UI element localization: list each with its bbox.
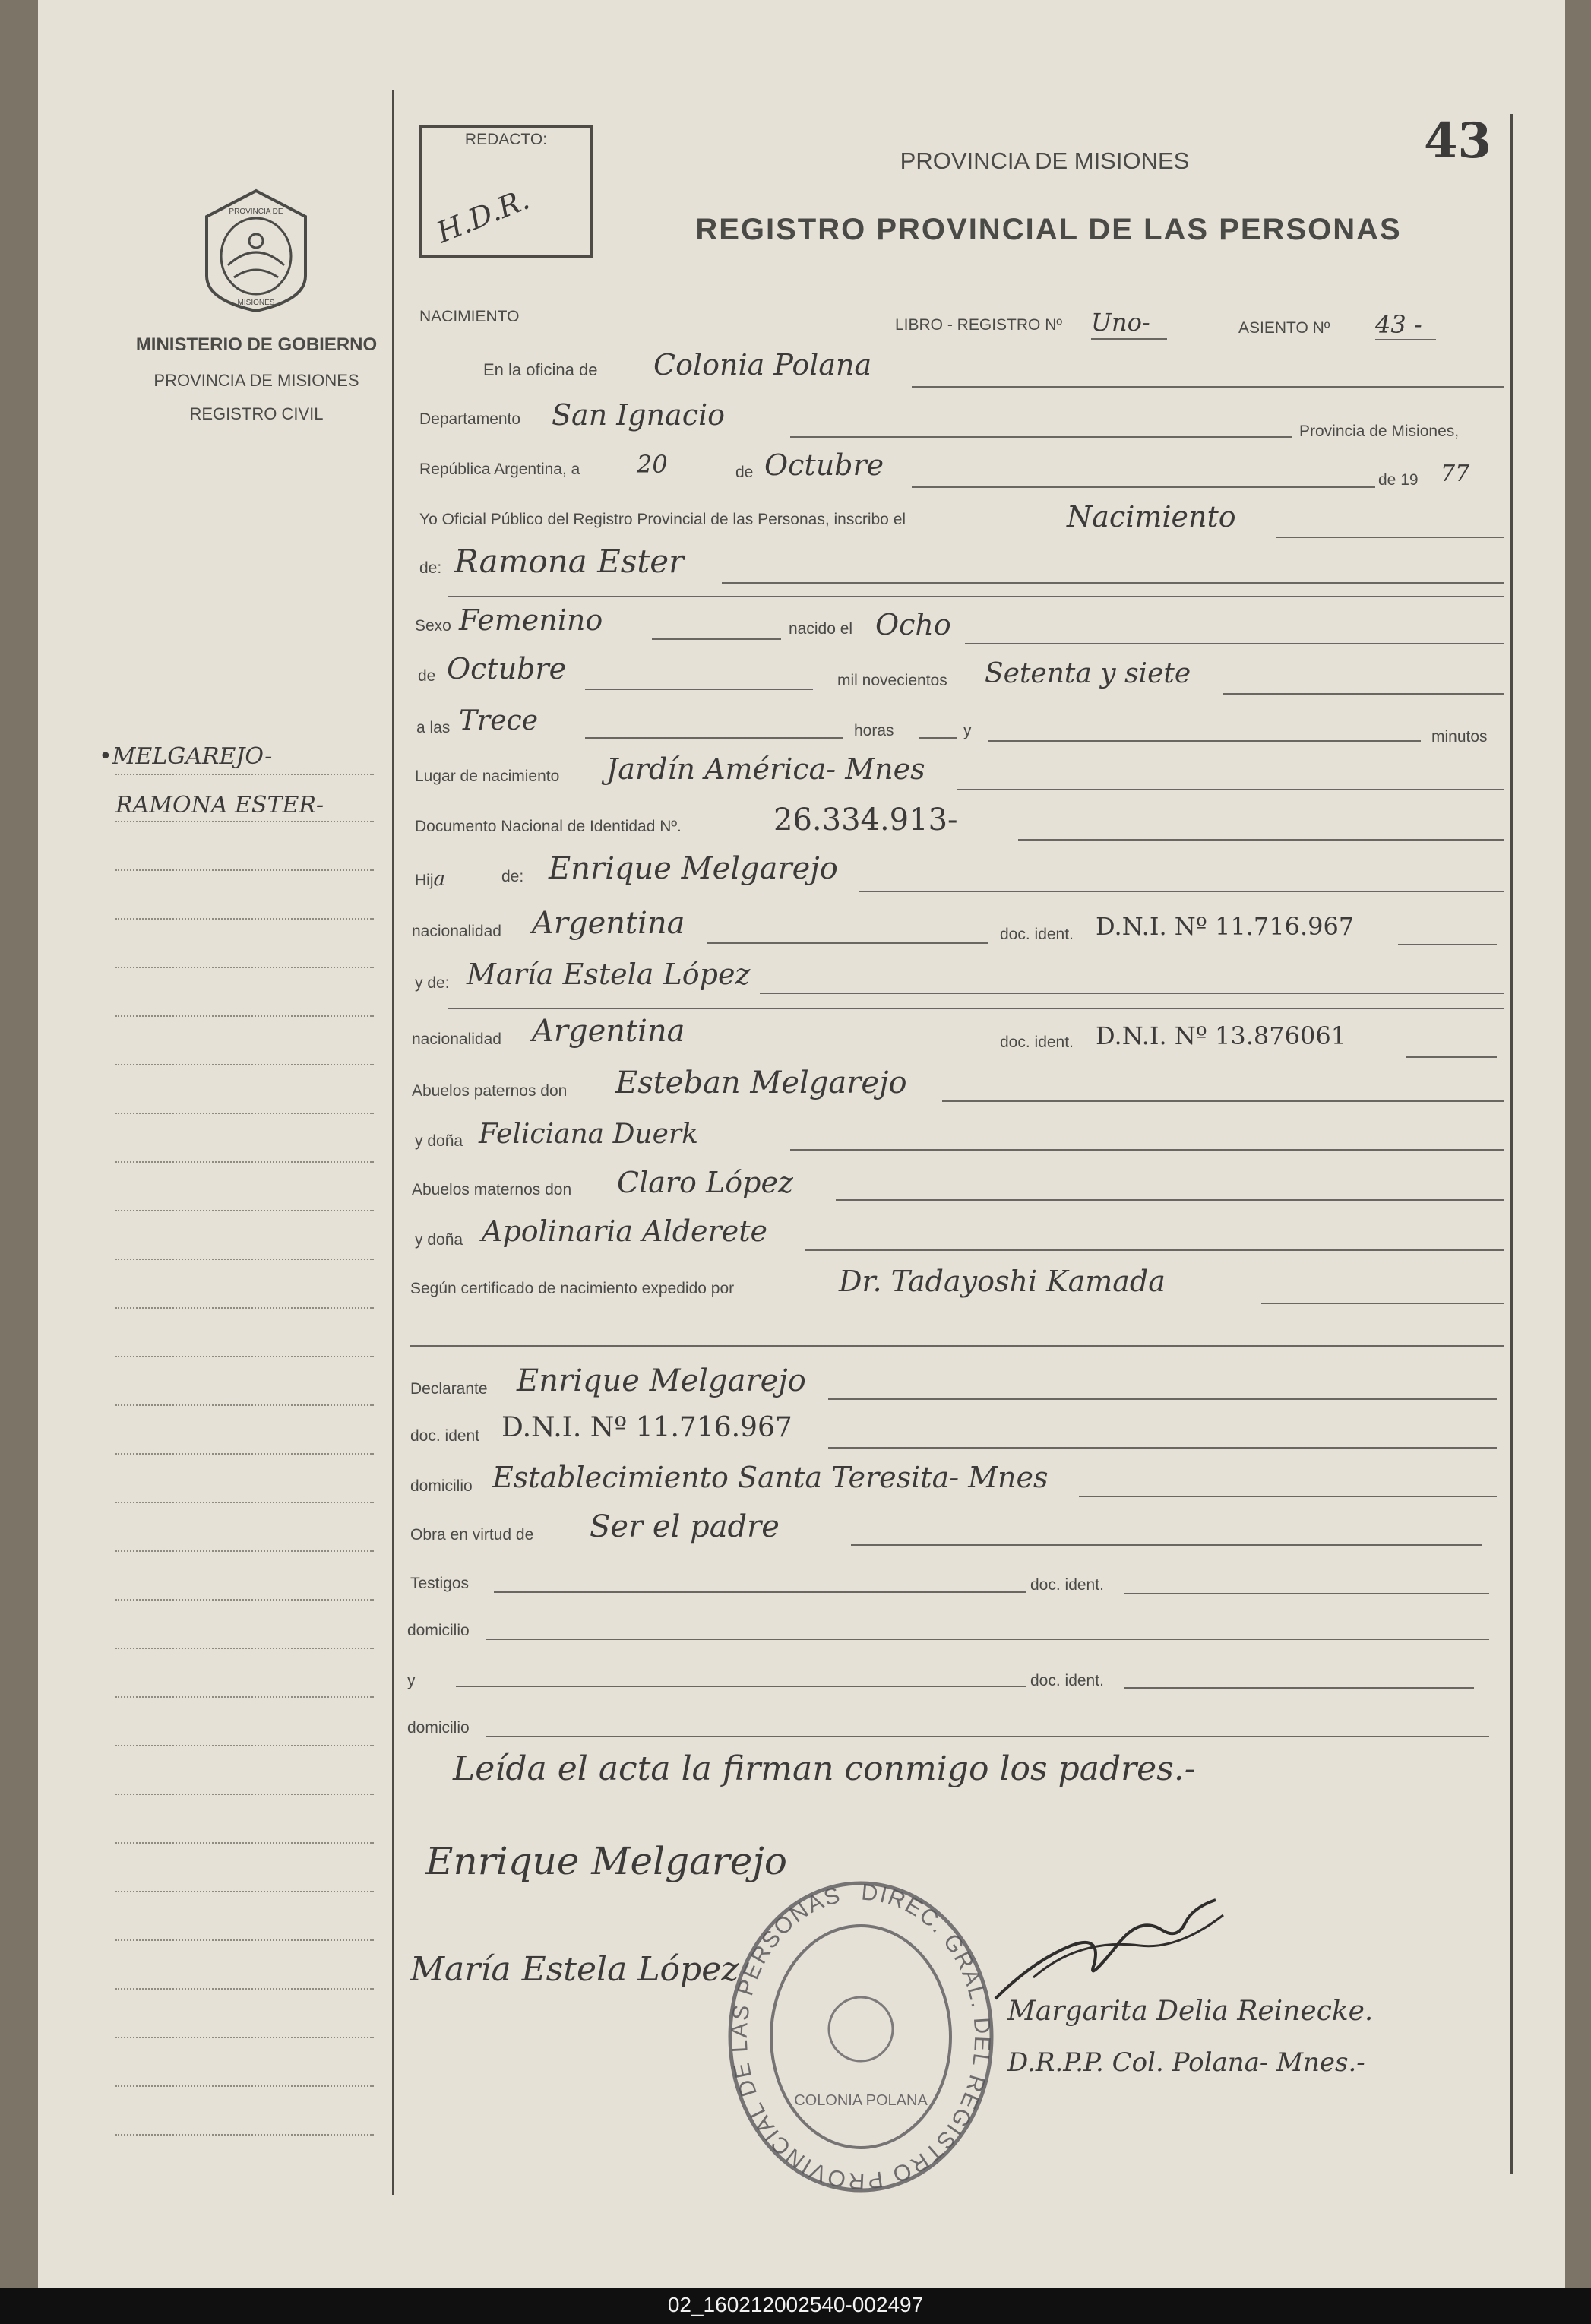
padre-value: Enrique Melgarejo [549,851,838,886]
certificado-line [1261,1303,1504,1304]
testigo2-doc-label: doc. ident. [1030,1672,1104,1689]
stamp-inner-text: COLONIA POLANA [794,2092,928,2109]
domicilio3-line [486,1736,1489,1737]
firma-madre: María Estela López [410,1950,739,1989]
ministry-seal-icon [199,186,313,315]
redacto-label: REDACTO: [464,131,548,148]
decl-doc-label: doc. ident [410,1427,480,1445]
libro-label: LIBRO - REGISTRO Nº [895,316,1063,334]
departamento-label: Departamento [419,410,521,428]
margin-dotted-line [115,1404,374,1406]
domicilio2-label: domicilio [407,1622,470,1639]
abuelo-mat-line [836,1199,1504,1201]
de-mes-label: de [735,464,754,481]
madre-doc-value: D.N.I. Nº 13.876061 [1096,1021,1347,1050]
margin-dotted-line [115,2085,374,2087]
mil-label: mil novecientos [837,672,947,689]
dni-label: Documento Nacional de Identidad Nº. [415,818,682,835]
declarante-value: Enrique Melgarejo [517,1363,806,1398]
anio-nac-line [1223,693,1504,695]
ministry-line-1: MINISTERIO DE GOBIERNO [135,334,378,355]
padre-line [859,891,1504,892]
margin-note-given-names: RAMONA ESTER- [115,792,324,818]
madre-line-2 [448,1008,1504,1009]
abuela-mat-label: y doña [415,1231,463,1249]
margin-dotted-line [115,1502,374,1503]
hijo-label-text: Hij [415,872,434,889]
certificado-value: Dr. Tadayoshi Kamada [839,1265,1166,1298]
hijo-de-label: de: [501,868,524,885]
oficial-text: Yo Oficial Público del Registro Provincial de las Personas, inscribo el [419,511,906,528]
fecha-line [912,486,1375,488]
dni-value: 26.334.913- [773,803,958,837]
nacido-label: nacido el [789,620,853,638]
margin-dotted-line [115,1696,374,1698]
margin-dotted-line [115,1453,374,1455]
ministry-line-3: REGISTRO CIVIL [189,404,324,423]
departamento-line [790,436,1292,438]
decl-doc-value: D.N.I. Nº 11.716.967 [501,1412,792,1443]
abuelos-mat-label: Abuelos maternos don [412,1181,572,1198]
madre-doc-label: doc. ident. [1000,1034,1074,1051]
madre-line [760,993,1504,994]
anio-value: 77 [1441,461,1470,487]
sexo-value: Femenino [459,603,603,637]
anio-nac-value: Setenta y siete [985,658,1191,689]
inscribo-value: Nacimiento [1067,500,1236,534]
mes-value: Octubre [764,448,884,482]
margin-dotted-line [115,2134,374,2136]
margin-dotted-line [115,1161,374,1163]
leida-text: Leída el acta la firman conmigo los padres.- [453,1749,1196,1788]
padre-nac-label: nacionalidad [412,923,501,940]
y2-label: y [407,1672,416,1689]
abuela-pat-value: Feliciana Duerk [479,1119,698,1150]
hijo-suffix: a [433,868,446,891]
margin-dotted-line [115,1113,374,1114]
abuela-pat-line [790,1149,1504,1151]
registry-title: REGISTRO PROVINCIAL DE LAS PERSONAS [695,213,1402,246]
redacto-initials: H.D.R. [432,182,534,250]
padre-doc-label: doc. ident. [1000,926,1074,943]
domicilio-value: Establecimiento Santa Teresita- Mnes [492,1461,1049,1494]
dia-value: 20 [637,450,668,479]
horas-line [919,737,957,739]
abuelo-mat-value: Claro López [617,1166,793,1199]
lugar-line [957,789,1504,790]
seal-text-top: PROVINCIA DE [229,207,283,216]
right-margin-rule [1510,114,1513,2174]
inscribo-line [1276,537,1504,538]
oficial-cargo: D.R.P.P. Col. Polana- Mnes.- [1007,2047,1365,2078]
a-las-label: a las [416,719,451,736]
abuela-mat-line [805,1249,1504,1251]
oficina-line [912,386,1504,388]
margin-dotted-line [115,1210,374,1211]
hora-line [585,737,843,739]
stamp-ring-text: DIREC. GRAL. DEL REGISTRO PROVINCIAL DE LAS PERSONAS [726,1879,995,2194]
horas-label: horas [854,722,894,739]
margin-dotted-line [115,1599,374,1601]
obra-value: Ser el padre [590,1509,780,1544]
margin-dotted-line [115,1794,374,1795]
nacido-line [965,643,1504,644]
minutos-label: minutos [1431,728,1488,746]
page-number: 43 [1424,112,1492,169]
registry-stamp [720,1877,1001,2196]
sexo-label: Sexo [415,617,451,635]
firma-padre: Enrique Melgarejo [425,1839,787,1883]
scan-id: 02_160212002540-002497 [667,2293,924,2316]
certificado-label: Según certificado de nacimiento expedido por [410,1280,735,1297]
de-anio-label: de 19 [1378,471,1419,489]
hora-value: Trece [459,705,538,736]
margin-dotted-line [115,918,374,920]
abuelo-pat-line [942,1100,1504,1102]
sexo-line [652,638,781,640]
madre-doc-line [1406,1056,1497,1058]
hijo-label [415,868,445,891]
nombre-value: Ramona Ester [454,543,685,580]
margin-dotted-line [115,1259,374,1260]
padre-nac-value: Argentina [532,906,685,941]
domicilio-label: domicilio [410,1477,473,1495]
declarante-label: Declarante [410,1380,488,1398]
abuelo-pat-value: Esteban Melgarejo [615,1065,907,1100]
libro-line [1091,338,1167,340]
margin-dotted-line [115,821,374,822]
lugar-value: Jardín América- Mnes [606,752,925,786]
testigos-label: Testigos [410,1575,470,1592]
abuelos-pat-label: Abuelos paternos don [412,1082,568,1100]
margin-dotted-line [115,1842,374,1844]
madre-nac-value: Argentina [532,1014,685,1049]
padre-doc-line [1398,944,1497,945]
margin-dotted-line [115,1891,374,1892]
margin-dotted-line [115,1988,374,1990]
dni-line [1018,839,1504,841]
margin-note-surname: •MELGAREJO- [99,743,273,770]
decl-doc-line [828,1447,1497,1449]
provincia-label: Provincia de Misiones, [1299,423,1460,440]
left-margin-rule [392,90,394,2195]
republica-label: República Argentina, a [419,461,580,478]
margin-dotted-line [115,967,374,968]
margin-dotted-line [115,1015,374,1017]
minutos-line [988,740,1421,742]
y-label: y [963,722,972,739]
ministry-line-2: PROVINCIA DE MISIONES [153,371,359,390]
y-de-label: y de: [415,974,450,992]
margin-dotted-line [115,1064,374,1065]
nacido-value: Ocho [875,608,951,641]
nombre-line-2 [448,596,1504,597]
madre-value: María Estela López [467,958,751,991]
madre-nac-label: nacionalidad [412,1031,501,1048]
testigos-line [494,1591,1026,1593]
margin-dotted-line [115,869,374,871]
province-heading: PROVINCIA DE MISIONES [900,147,1190,174]
mes-nac-value: Octubre [447,652,567,685]
asiento-label: ASIENTO Nº [1238,319,1330,337]
margin-dotted-line [115,2037,374,2038]
nombre-line [722,582,1504,584]
margin-dotted-line [115,1307,374,1309]
seal-text-bottom: MISIONES [237,299,275,307]
certificado-line-2 [410,1345,1504,1347]
margin-dotted-line [115,1356,374,1357]
asiento-value: 43 - [1375,310,1422,339]
testigo-doc-label: doc. ident. [1030,1576,1104,1594]
departamento-value: San Ignacio [552,398,726,432]
margin-dotted-line [115,774,374,775]
lugar-label: Lugar de nacimiento [415,768,560,785]
official-signature [988,1892,1231,2006]
domicilio-line [1079,1496,1497,1497]
abuela-mat-value: Apolinaria Alderete [482,1214,767,1248]
testigo-doc-line [1124,1593,1489,1594]
de-nombre-label: de: [419,559,442,577]
mes-nac-line [585,689,813,690]
oficial-nombre: Margarita Delia Reinecke. [1007,1996,1374,2027]
obra-label: Obra en virtud de [410,1526,534,1544]
nacimiento-label: NACIMIENTO [419,308,520,325]
abuela-pat-label: y doña [415,1132,463,1150]
domicilio3-label: domicilio [407,1719,470,1737]
obra-line [851,1544,1482,1546]
testigo2-doc-line [1124,1687,1474,1689]
domicilio2-line [486,1639,1489,1640]
oficina-value: Colonia Polana [653,348,872,382]
padre-doc-value: D.N.I. Nº 11.716.967 [1096,912,1355,941]
margin-dotted-line [115,1550,374,1552]
libro-value: Uno- [1091,308,1150,337]
declarante-line [828,1398,1497,1400]
padre-nac-line [707,942,988,944]
asiento-line [1375,339,1436,340]
oficina-label: En la oficina de [483,360,598,379]
margin-dotted-line [115,1939,374,1941]
margin-dotted-line [115,1648,374,1649]
y2-line [456,1686,1026,1687]
margin-dotted-line [115,1745,374,1746]
de-mes-nac-label: de [418,667,436,685]
